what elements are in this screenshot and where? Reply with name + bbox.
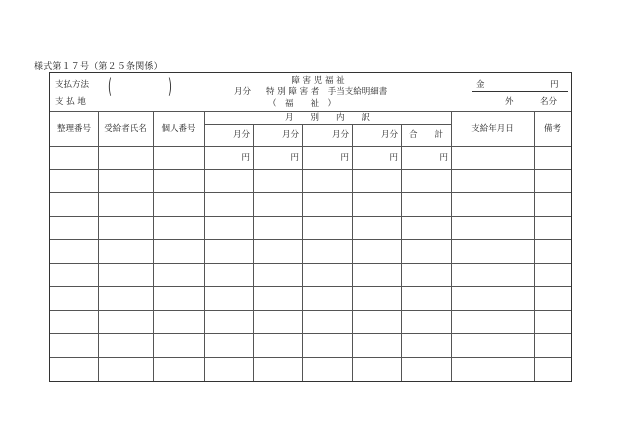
col-line-3 xyxy=(204,111,205,381)
row-line-9 xyxy=(50,357,571,358)
jukyusha-header: 受給者氏名 xyxy=(104,124,147,134)
title-line-2: 特 別 障 害 者 手当支給明細書 xyxy=(266,87,388,97)
yen-unit-2: 円 xyxy=(290,153,299,163)
kojin-header: 個人番号 xyxy=(161,124,196,134)
payment-detail-form xyxy=(49,72,572,382)
row-line-6 xyxy=(50,286,571,287)
month-4-header: 月分 xyxy=(380,130,398,140)
seiri-header: 整理番号 xyxy=(56,124,91,134)
row-line-1 xyxy=(50,169,571,170)
persons-unit: 名分 xyxy=(540,97,558,107)
yen-unit-3: 円 xyxy=(340,153,349,163)
form-number: 様式第１７号（第２５条関係） xyxy=(34,62,163,72)
yen-unit-total: 円 xyxy=(439,153,448,163)
header-divider xyxy=(50,111,571,112)
total-header: 合 計 xyxy=(408,130,443,140)
yen-unit-4: 円 xyxy=(389,153,398,163)
title-line-3: （ 福 祉 ） xyxy=(268,99,337,109)
column-header-bottom xyxy=(50,146,571,147)
col-line-4 xyxy=(253,124,254,381)
remarks-header: 備考 xyxy=(543,124,561,134)
title-month-label: 月分 xyxy=(234,87,252,97)
left-bracket: ( xyxy=(108,74,112,98)
row-line-8 xyxy=(50,333,571,334)
month-3-header: 月分 xyxy=(331,130,349,140)
col-line-2 xyxy=(153,111,154,381)
col-line-8 xyxy=(451,111,452,381)
row-line-3 xyxy=(50,216,571,217)
payment-date-header: 支給年月日 xyxy=(471,124,514,134)
row-line-5 xyxy=(50,263,571,264)
amount-unit: 円 xyxy=(550,80,559,90)
right-bracket: ) xyxy=(168,74,172,98)
col-line-6 xyxy=(352,124,353,381)
col-line-7 xyxy=(401,124,402,381)
col-line-9 xyxy=(534,111,535,381)
payment-method-label: 支払方法 xyxy=(55,80,90,90)
monthly-breakdown-header: 月 別 内 訳 xyxy=(284,113,370,123)
month-2-header: 月分 xyxy=(281,130,299,140)
row-line-4 xyxy=(50,239,571,240)
amount-label: 金 xyxy=(476,80,485,90)
month-1-header: 月分 xyxy=(232,130,250,140)
row-line-7 xyxy=(50,310,571,311)
amount-underline xyxy=(472,91,568,92)
yen-unit-1: 円 xyxy=(241,153,250,163)
row-line-2 xyxy=(50,192,571,193)
payment-place-label: 支 払 地 xyxy=(55,97,86,107)
col-line-1 xyxy=(98,111,99,381)
breakdown-header-divider xyxy=(204,124,451,125)
title-line-1: 障 害 児 福 祉 xyxy=(291,76,345,86)
col-line-5 xyxy=(302,124,303,381)
outside-label: 外 xyxy=(505,97,514,107)
